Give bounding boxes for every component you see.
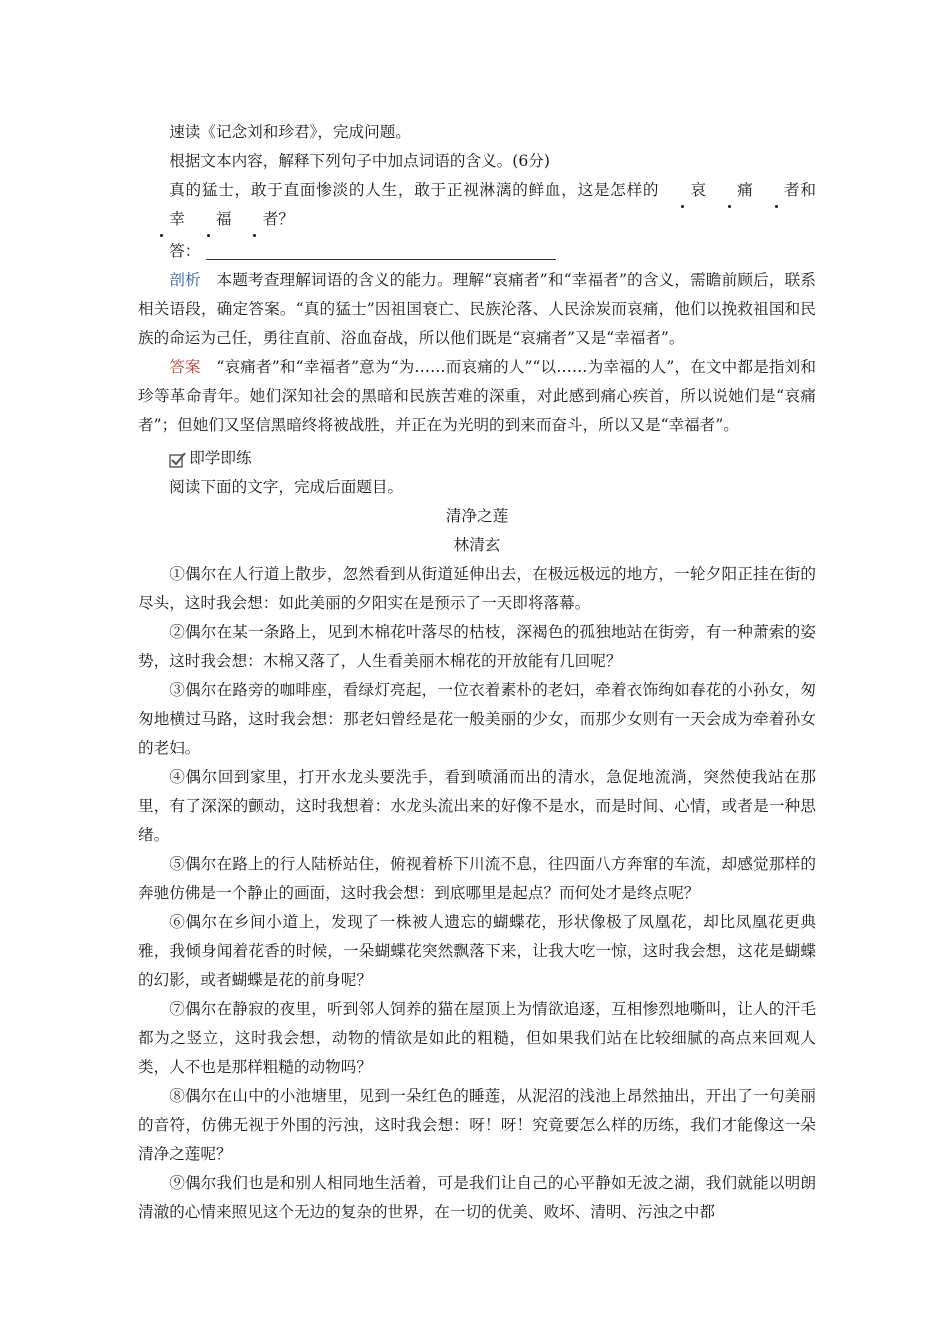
answer-paragraph — [138, 353, 816, 440]
question-intro: 速读《记念刘和珍君》，完成问题。 — [169, 123, 411, 141]
answer-blank-line — [206, 245, 556, 260]
article-author: 林清玄 — [453, 536, 501, 554]
dotted-char: 幸 — [138, 205, 185, 234]
article-paragraph: ⑥偶尔在乡间小道上，发现了一株被人遗忘的蝴蝶花，形状像极了凤凰花，却比凤凰花更典雅，我倾身闻着花香的时候，一朵蝴蝶花突然飘落下来，让我大吃一惊，这时我会想，这花是蝴蝶的幻影，或者蝴蝶是花的前身呢？ — [138, 913, 816, 989]
article-paragraph: ⑦偶尔在静寂的夜里，听到邻人饲养的猫在屋顶上为情欲追逐，互相惨烈地嘶叫，让人的汗毛都为之竖立，这时我会想，动物的情欲是如此的粗糙，但如果我们站在比较细腻的高点来回观人类，人不也是那样粗糙的动物吗？ — [138, 1000, 816, 1076]
dotted-char: 福 — [185, 205, 232, 234]
question-instruction: 根据文本内容，解释下列句子中加点词语的含义。(6分) — [169, 152, 550, 170]
answer-label: 答案 — [169, 358, 201, 376]
analysis-text: 本题考查理解词语的含义的能力。理解“哀痛者”和“幸福者”的含义，需瞻前顾后，联系相关语段，确定答案。“真的猛士”因祖国衰亡、民族沦落、人民涂炭而哀痛，他们以挽救祖国和民族的命运为己任，勇往直前、浴血奋战，所以他们既是“哀痛者”又是“幸福者”。 — [138, 271, 816, 347]
article-paragraph: ③偶尔在路旁的咖啡座，看绿灯亮起，一位衣着素朴的老妇，牵着衣饰绚如春花的小孙女，匆匆地横过马路，这时我会想：那老妇曾经是花一般美丽的少女，而那少女则有一天会成为牵着孙女的老妇。 — [138, 681, 816, 757]
analysis-label: 剖析 — [169, 271, 201, 289]
answer-text: “哀痛者”和“幸福者”意为“为……而哀痛的人”“以……为幸福的人”，在文中都是指刘和珍等革命青年。她们深知社会的黑暗和民族苦难的深重，对此感到痛心疾首，所以说她们是“哀痛者”；但她们又坚信黑暗终将被战胜，并正在为光明的到来而奋斗，所以又是“幸福者”。 — [138, 358, 816, 434]
practice-title: 即学即练 — [189, 449, 252, 467]
article-paragraph: ④偶尔回到家里，打开水龙头要洗手，看到喷涌而出的清水，急促地流淌，突然使我站在那里，有了深深的颤动，这时我想着：水龙头流出来的好像不是水，而是时间、心情，或者是一种思绪。 — [138, 768, 816, 844]
dotted-char: 者 — [232, 205, 279, 234]
article-paragraph: ⑤偶尔在路上的行人陆桥站住，俯视着桥下川流不息，往四面八方奔窜的车流，却感觉那样的奔驰仿佛是一个静止的画面，这时我会想：到底哪里是起点？而何处才是终点呢？ — [138, 855, 816, 902]
checkbox-check-icon — [138, 450, 156, 468]
dotted-char: 痛 — [706, 176, 753, 205]
answer-prefix: 答： — [169, 242, 201, 260]
question-sentence-text: 真的猛士，敢于直面惨淡的人生，敢于正视淋漓的鲜血，这是怎样的 — [169, 181, 660, 199]
article-paragraph: ①偶尔在人行道上散步，忽然看到从街道延伸出去，在极远极远的地方，一轮夕阳正挂在街的尽头，这时我会想：如此美丽的夕阳实在是预示了一天即将落幕。 — [138, 565, 816, 612]
article-paragraph: ②偶尔在某一条路上，见到木棉花叶落尽的枯枝，深褐色的孤独地站在街旁，有一种萧索的姿势，这时我会想：木棉又落了，人生看美丽木棉花的开放能有几回呢？ — [138, 623, 816, 670]
document-page — [138, 118, 816, 1227]
question-sentence-end: ？ — [278, 210, 294, 228]
question-sentence-joiner: 和 — [799, 181, 816, 199]
article-title: 清净之莲 — [445, 507, 509, 525]
practice-heading — [138, 444, 816, 473]
dotted-char: 哀 — [659, 176, 706, 205]
analysis-paragraph — [138, 266, 816, 353]
article-paragraph: ⑧偶尔在山中的小池塘里，见到一朵红色的睡莲，从泥沼的浅池上昂然抽出，开出了一句美丽的音符，仿佛无视于外围的污浊，这时我会想：呀！呀！究竟要怎么样的历练，我们才能像这一朵清净之莲呢？ — [138, 1087, 816, 1163]
dotted-char: 者 — [753, 176, 800, 205]
article-paragraph: ⑨偶尔我们也是和别人相同地生活着，可是我们让自己的心平静如无波之湖，我们就能以明朗清澈的心情来照见这个无边的复杂的世界，在一切的优美、败坏、清明、污浊之中都 — [138, 1174, 816, 1221]
practice-instruction: 阅读下面的文字，完成后面题目。 — [169, 478, 404, 496]
answer-blank-row — [138, 237, 816, 266]
question-sentence — [138, 176, 816, 234]
